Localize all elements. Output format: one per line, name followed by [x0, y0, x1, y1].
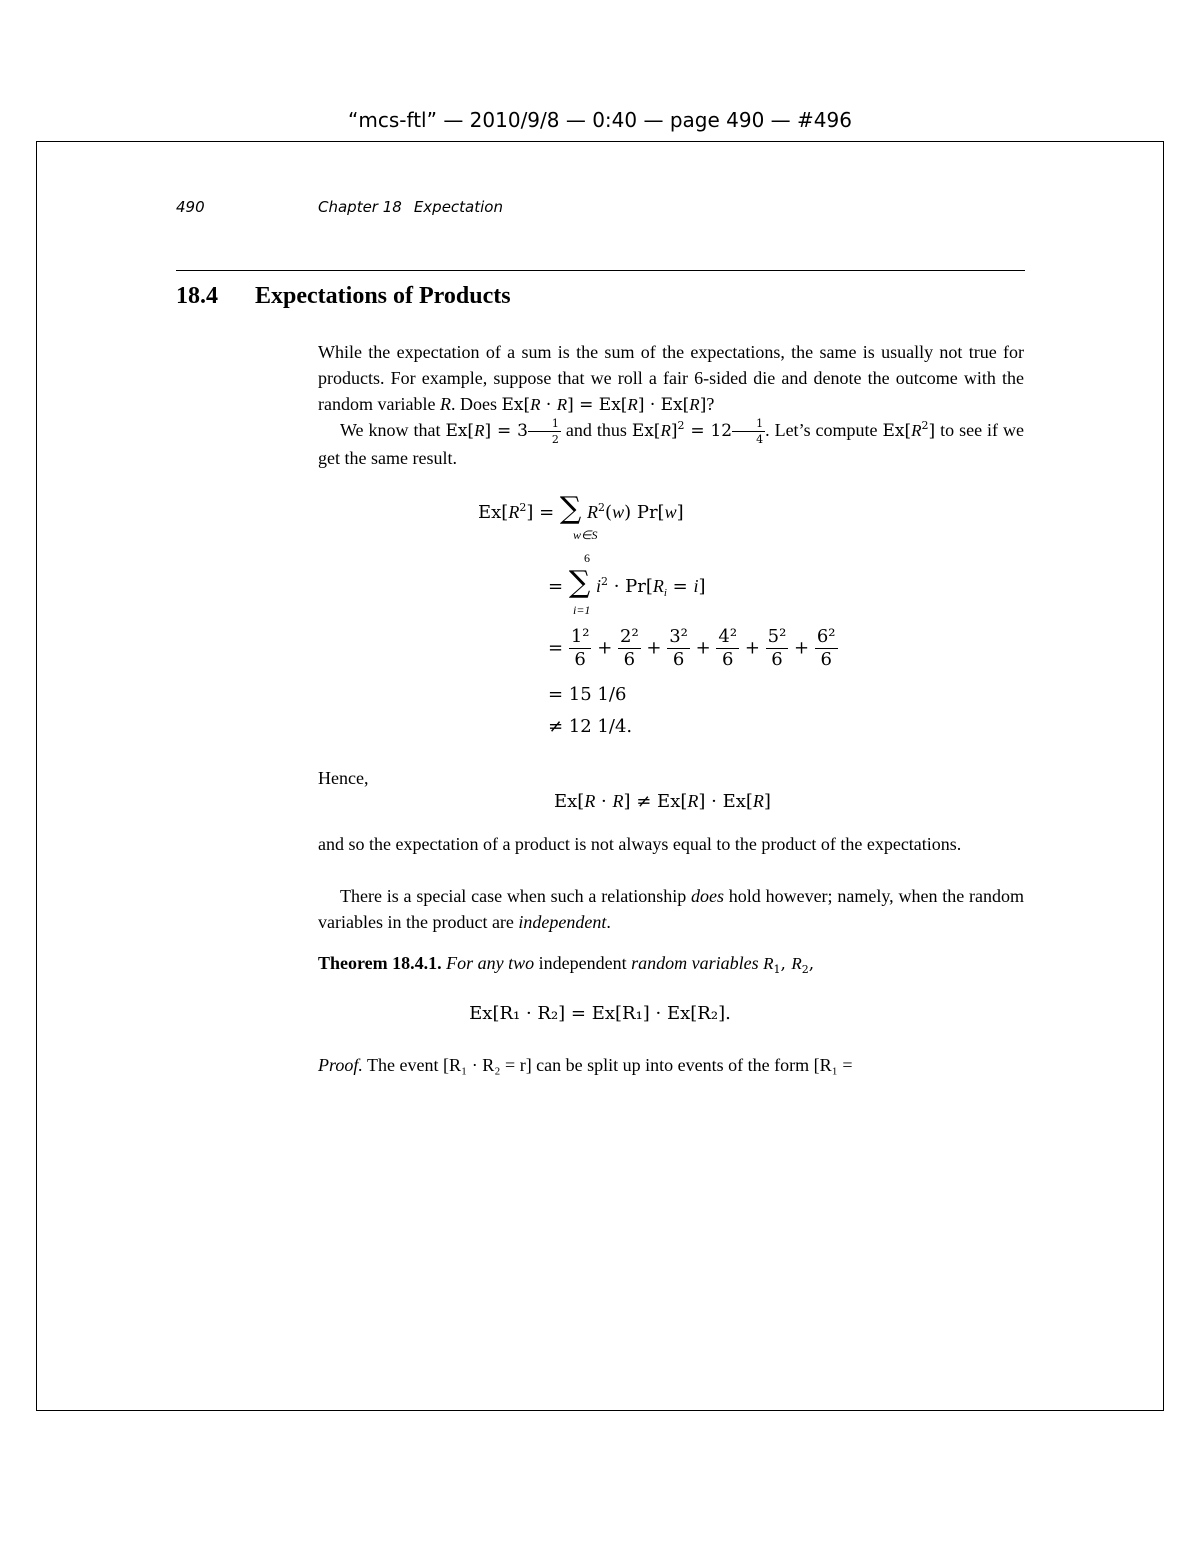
section-title: Expectations of Products	[255, 283, 511, 309]
paragraph-text: . Let’s compute	[765, 420, 883, 440]
emphasis-independent: independent	[518, 912, 607, 932]
section-number: 18.4	[176, 283, 218, 309]
fraction-denominator: 6	[722, 649, 734, 670]
fraction-denominator: 6	[672, 649, 685, 670]
fraction-denominator: 6	[820, 649, 832, 670]
theorem-statement: Theorem 18.4.1. For any two independent random variables $R_1$, $R_2$,	[318, 953, 815, 976]
inequality-equation: Ex[R · R] ≠ Ex[R] · Ex[R]	[554, 791, 771, 812]
paragraph-text: . Does	[450, 394, 502, 414]
paragraph-text: and thus	[560, 420, 632, 440]
chapter-title: Expectation	[413, 198, 503, 216]
paragraph-text: to see if we get the same result.	[318, 420, 1025, 468]
theorem-text: random variables	[631, 953, 759, 973]
derivation-line-2: = ∑ $i^2 \cdot Pr[R_i = i]$	[548, 565, 706, 600]
fraction-numerator: 3²	[669, 626, 688, 647]
derivation-line-5: ≠ 12 1/4.	[548, 716, 633, 737]
paragraph-special-case	[318, 883, 1024, 935]
chapter-label: Chapter 18	[318, 198, 402, 216]
proof-label: Proof.	[318, 1055, 363, 1075]
proof-text: The event [R₁ · R₂ = r] can be split up into events of the form [R₁ =	[367, 1055, 853, 1075]
fraction-numerator: 2²	[620, 626, 639, 647]
fraction-denominator: 6	[771, 649, 783, 670]
fraction-numerator: 6²	[816, 626, 836, 647]
emphasis-does: does	[691, 886, 724, 906]
fraction-numerator: 5²	[767, 626, 787, 647]
running-page-number: 490	[176, 198, 205, 216]
paragraph-conclusion: and so the expectation of a product is not always equal to the product of the expectations.	[318, 834, 962, 854]
paragraph-intro: While the expectation of a sum is the sum of the expectations, the same is usually not true for products. For example, suppose that we roll a fair 6-sided die and denote the outcome with the random variable R. Does Ex[R · R] = Ex[R] · Ex[R]?	[318, 342, 1024, 415]
fraction-numerator: 4²	[718, 626, 738, 647]
fraction-numerator: 1²	[570, 626, 590, 647]
section-rule	[176, 270, 1025, 271]
proof-paragraph	[318, 1055, 1024, 1076]
derivation-line-1: $Ex[R^2]$ = ∑ $R^2(w)$ Pr[w]	[478, 491, 684, 526]
paragraph-text: While the expectation of a sum is the sum of the expectations, the same is usually not true for products. For example, suppose that we roll a fair 6-sided die and denote the outcome with the random variable	[318, 342, 1024, 414]
sum-lower-limit: w∈S	[573, 528, 598, 542]
paragraph-text: We know that	[340, 420, 446, 440]
fraction-denominator: 6	[574, 649, 586, 670]
paragraph-compute: We know that Ex[R] = 3 $\frac{1}{2}$ and thus $Ex[R]^2 = 12$ $\frac{1}{4}$ . Let’s compute $Ex[R^2]$ to see if we get the same result.	[318, 417, 1025, 468]
theorem-text: independent	[538, 953, 627, 973]
sum-lower-limit-2: i=1	[573, 603, 591, 617]
derivation-line-3: = $\frac{\text{1²}}{6}$ + $\frac{\text{2²}}{6}$ + $\frac{\text{3²}}{6}$ + $\frac{\text{4²}}{6}$ + $\frac{\text{5²}}{6}$ + $\frac{\text{6²}}{6}$	[548, 626, 836, 670]
paragraph-text: hold however; namely, when the random variables in the product are	[318, 886, 1024, 932]
sum-upper-limit: 6	[584, 551, 590, 565]
running-chapter-header	[318, 198, 515, 216]
theorem-label: Theorem 18.4.1.	[318, 953, 442, 973]
page-banner: “mcs-ftl” — 2010/9/8 — 0:40 — page 490 — #496	[348, 108, 852, 132]
paragraph-text: There is a special case when such a relationship	[340, 886, 691, 906]
theorem-equation: Ex[R₁ · R₂] = Ex[R₁] · Ex[R₂].	[469, 1003, 731, 1024]
hence-label: Hence,	[318, 768, 369, 788]
theorem-text: For any two	[446, 953, 535, 973]
fraction-denominator: 6	[623, 649, 636, 670]
derivation-line-4: = 15 1/6	[548, 684, 627, 705]
paragraph-text: .	[606, 912, 611, 932]
